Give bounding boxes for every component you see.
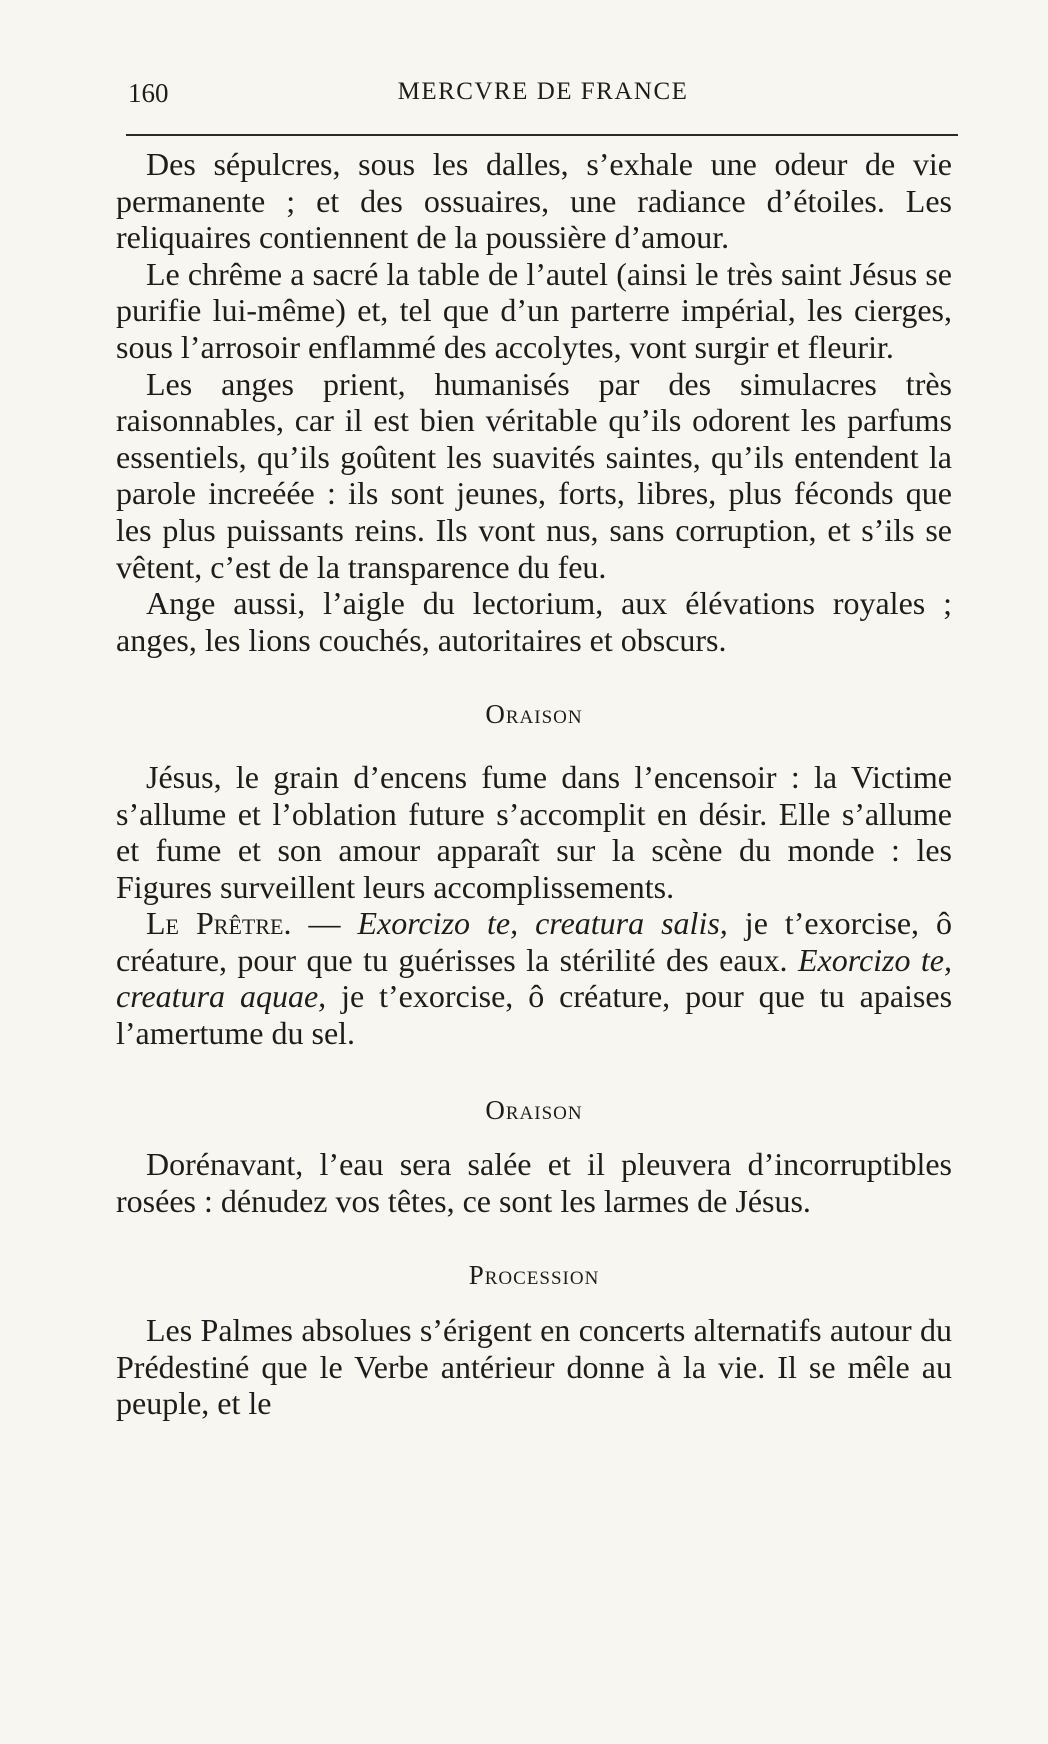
priest-text-salt: je t’exorcise, ô créature, pour que tu guérisses la stérilité des eaux. [116,905,953,978]
journal-title: MERCVRE DE FRANCE [397,78,689,105]
latin-phrase-salt: Exorcizo te, creatura salis, [357,905,728,942]
paragraph-3: Les anges prient, humanisés par des simulacres très raisonnables, car il est bien véritable qu’ils odorent les parfums essentiels, qu’ils goûtent les suavités saintes, qu’ils entendent la parole increéée : ils sont jeunes, forts, libres, plus féconds que les plus puissants reins. Ils vont nus, sans corruption, et s’ils se vêtent, c’est de la transparence du feu. [116,365,952,585]
page-number: 160 [128,78,169,108]
paragraph-priest [116,905,952,1051]
speaker-dash: — [308,905,341,942]
paragraph-8: Les Palmes absolues s’érigent en concerts alternatifs autour du Prédestiné que le Verbe antérieur donne à la vie. Il se mêle au peuple, et le [116,1312,952,1422]
paragraph-4: Ange aussi, l’aigle du lectorium, aux élévations royales ; anges, les lions couchés, autoritaires et obscurs. [116,585,952,658]
priest-text-water: je t’exorcise, ô créature, pour que tu apaises l’amertume du sel. [116,978,953,1052]
paragraph-2: Le chrême a sacré la table de l’autel (ainsi le très saint Jésus se purifie lui-même) et, tel que d’un parterre impérial, les cierges, sous l’arrosoir enflammé des accolytes, vont surgir et fleurir. [116,255,952,365]
section-heading-oraison-2: Oraison [485,1094,583,1125]
paragraph-5: Jésus, le grain d’encens fume dans l’encensoir : la Victime s’allume et l’oblation future s’accomplit en désir. Elle s’allume et fume et son amour apparaît sur la scène du monde : les Figures surveillent leurs accomplissements. [116,758,952,905]
paragraph-7: Dorénavant, l’eau sera salée et il pleuvera d’incorruptibles rosées : dénudez vos têtes, ce sont les larmes de Jésus. [116,1146,952,1219]
section-heading-oraison: Oraison [485,699,583,730]
text-block [116,146,952,1422]
section-heading-procession: Procession [468,1260,600,1291]
paragraph-1: Des sépulcres, sous les dalles, s’exhale une odeur de vie permanente ; et des ossuaires, une radiance d’étoiles. Les reliquaires contiennent de la poussière d’amour. [116,146,952,256]
running-head [128,70,958,110]
speaker-label: Le Prêtre. [146,905,292,942]
header-rule [126,134,958,136]
latin-phrase-water: Exorcizo te, creatura aquae, [116,941,953,1015]
